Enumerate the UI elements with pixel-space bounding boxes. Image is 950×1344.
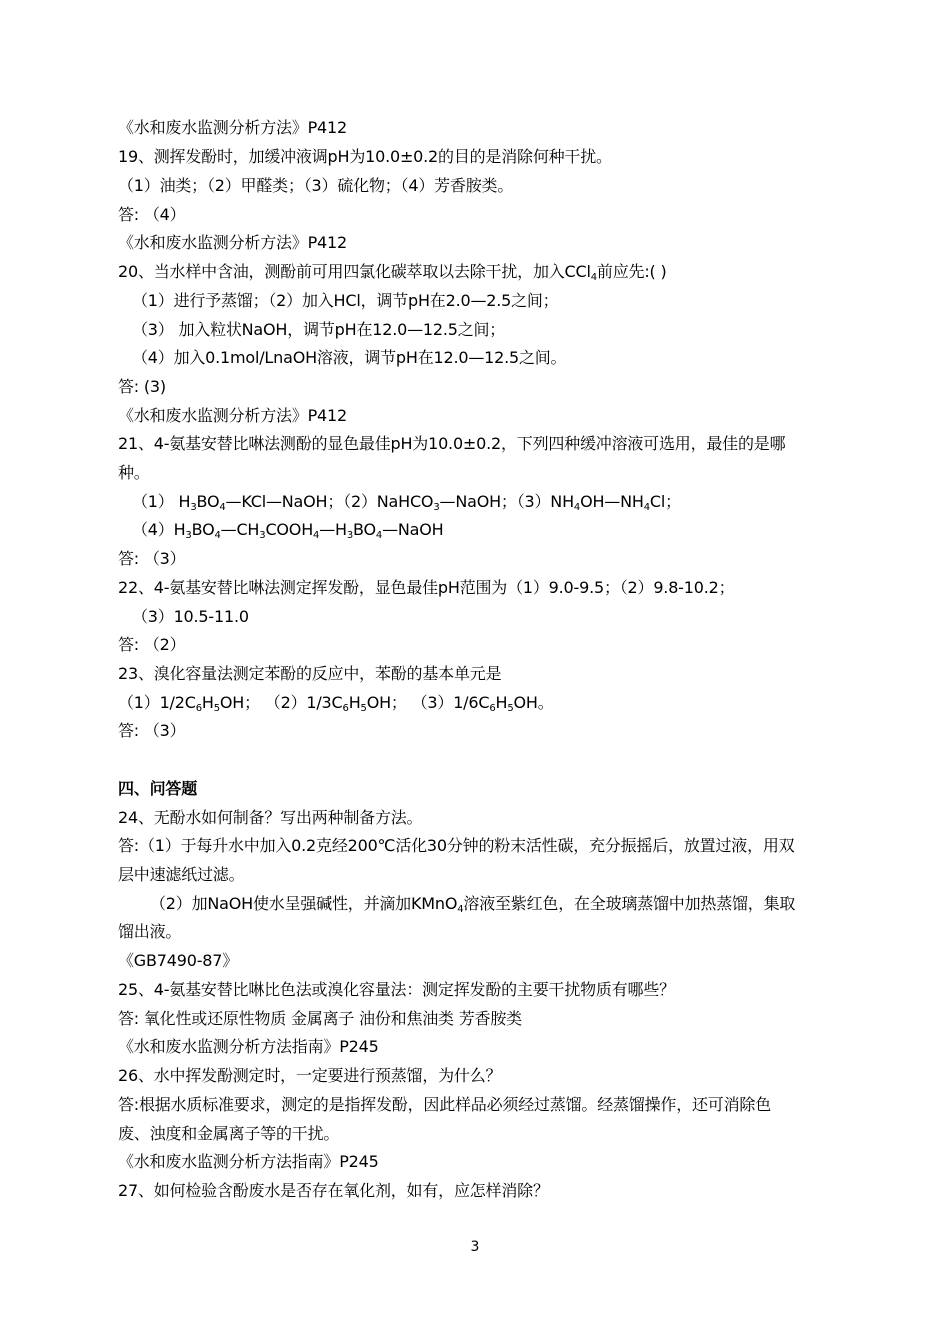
text-line: （4）加入0.1mol/LnaOH溶液，调节pH在12.0—12.5之间。 [132,348,567,367]
text-segment: H [201,693,214,712]
text-line: 《水和废水监测分析方法》P412 [118,233,347,252]
subscript: 3 [259,530,266,541]
text-line: （1）油类；（2）甲醛类；（3）硫化物；（4）芳香胺类。 [118,176,514,195]
text-segment: OH； （2）1/3C [219,693,343,712]
text-line: （3）10.5-11.0 [132,607,249,626]
text-segment: —CH [220,520,260,539]
text-segment: BO [196,492,220,511]
text-line: 19、测挥发酚时，加缓冲液调pH为10.0±0.2的目的是消除何种干扰。 [118,147,612,166]
subscript: 4 [590,272,597,283]
text-line: 层中速滤纸过滤。 [118,865,245,884]
text-line: 《水和废水监测分析方法》P412 [118,118,347,137]
text-segment: —NaOH [382,520,444,539]
subscript: 4 [313,530,320,541]
subscript: 4 [219,502,226,513]
text-segment: BO [191,520,215,539]
text-segment: H [348,693,361,712]
subscript: 3 [190,502,197,513]
text-segment: （4）H [132,520,186,539]
text-line: 《水和废水监测分析方法》P412 [118,406,347,425]
text-line: 答: （4） [118,205,186,224]
section-heading: 四、问答题 [118,779,198,798]
text-segment: （2）加NaOH使水呈强碱性，并滴加KMnO [150,894,458,913]
text-line: 《水和废水监测分析方法指南》P245 [118,1037,379,1056]
subscript: 4 [643,502,650,513]
subscript: 6 [342,703,349,714]
text-segment: COOH [265,520,314,539]
text-line: 《水和废水监测分析方法指南》P245 [118,1152,379,1171]
subscript: 4 [375,530,383,541]
text-line [132,520,443,540]
text-segment: OH—NH [580,492,644,511]
subscript: 5 [213,703,220,714]
text-line: 馏出液。 [118,922,182,941]
text-line: 21、4-氨基安替比啉法测酚的显色最佳pH为10.0±0.2，下列四种缓冲溶液可选用，最佳的是哪 [118,434,786,453]
text-line: 答: （3） [118,721,186,740]
text-segment: 20、当水样中含油，测酚前可用四氯化碳萃取以去除干扰，加入CCl [118,262,591,281]
text-line: 22、4-氨基安替比啉法测定挥发酚，显色最佳pH范围为（1）9.0-9.5；（2）9.8-10.2； [118,578,735,597]
text-line: 26、水中挥发酚测定时，一定要进行预蒸馏，为什么？ [118,1066,502,1085]
text-line: 答: (3) [118,377,166,396]
text-line: 25、4-氨基安替比啉比色法或溴化容量法：测定挥发酚的主要干扰物质有哪些？ [118,980,675,999]
subscript: 6 [489,703,496,714]
subscript: 3 [346,530,354,541]
text-line: 答: （3） [118,549,186,568]
text-line: 答: 氧化性或还原性物质 金属离子 油份和焦油类 芳香胺类 [118,1009,522,1028]
subscript: 4 [214,530,221,541]
text-line: 答: （2） [118,635,186,654]
text-line: 23、溴化容量法测定苯酚的反应中，苯酚的基本单元是 [118,664,502,683]
text-line [118,693,554,713]
text-segment: —H [319,520,347,539]
subscript: 5 [507,703,514,714]
text-line: 答:（1）于每升水中加入0.2克经200℃活化30分钟的粉末活性碳，充分振摇后，放置过液，用双 [118,836,795,855]
text-segment: BO [353,520,376,539]
subscript: 6 [195,703,202,714]
page-number: 3 [470,1239,480,1255]
text-segment: 溶液至紫红色，在全玻璃蒸馏中加热蒸馏，集取 [463,894,796,913]
text-line: （1）进行予蒸馏；（2）加入HCl，调节pH在2.0—2.5之间； [132,291,559,310]
text-line: 《GB7490-87》 [118,951,239,970]
text-segment: （1）1/2C [118,693,196,712]
text-line: 27、如何检验含酚废水是否存在氧化剂，如有，应怎样消除？ [118,1181,549,1200]
text-segment: —KCl—NaOH；（2）NaHCO [225,492,434,511]
text-line [118,262,666,282]
text-line: 答:根据水质标准要求，测定的是指挥发酚，因此样品必须经过蒸馏。经蒸馏操作，还可消除色 [118,1095,771,1114]
text-segment: （1） H [132,492,191,511]
text-segment: 前应先:( ) [596,262,667,281]
subscript: 3 [185,530,192,541]
text-line: 废、浊度和金属离子等的干扰。 [118,1124,340,1143]
subscript: 5 [360,703,367,714]
text-segment: —NaOH；（3）NH [439,492,574,511]
subscript: 3 [433,502,440,513]
text-line: （3） 加入粒状NaOH，调节pH在12.0—12.5之间； [132,320,506,339]
text-segment: Cl； [649,492,681,511]
text-line: 种。 [118,463,150,482]
text-line: 24、无酚水如何制备？写出两种制备方法。 [118,808,423,827]
text-line [132,492,681,512]
subscript: 4 [457,904,464,915]
text-segment: H [495,693,508,712]
subscript: 4 [573,502,581,513]
text-segment: OH； （3）1/6C [366,693,490,712]
text-segment: OH。 [513,693,554,712]
text-line [150,894,795,914]
